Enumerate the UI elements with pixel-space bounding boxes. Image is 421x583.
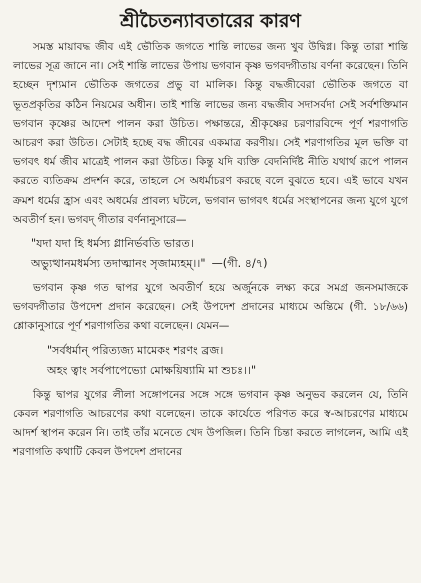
verse-line-1: "সর্বধর্মান্ পরিত্যজ্য মামেকং শরণং ব্রজ। xyxy=(47,343,224,357)
paragraph-1: সমস্ত মায়াবদ্ধ জীব এই ভৌতিক জগতে শান্তি লাভের জন্য খুব উদ্বিগ্ন। কিন্তু তারা শান্তি লাভের সূত্র জানে না। সেই শান্তি লাভের উপায় ভগবান কৃষ্ণ ভগবদ্গীতায় বর্ণনা করেছেন। তিনি হচ্ছেন দৃশ্যমান ভৌতিক জগতের প্রভু বা মালিক। কিন্তু বদ্ধজীবেরা ভৌতিক জগতে বা ভূতপ্রকৃতির কঠিন নিয়মের অধীন। তাই শান্তি লাভের জন্য বদ্ধজীব সদাসর্বদা সেই সর্বশক্তিমান ভগবান কৃষ্ণের আদেশ পালন করা উচিত। পক্ষান্তরে, শ্রীকৃষ্ণের চরণারবিন্দে পূর্ণ শরণাগতি আচরণ করা উচিত। সেটাই হচ্ছে বদ্ধ জীবের একমাত্র করণীয়। সেই শরণাগতির মূল ভক্তি বা ভগবৎ ধর্ম জীব মাত্রেই পালন করা উচিত। কিন্তু যদি ব্যক্তি বেদনির্দিষ্ট নীতি যথার্থ রূপে পালন করতে ব্যতিক্রম প্রদর্শন করে, তাহলে সে অধর্মাচরণ করছে বলে বুঝতে হবে। এই ভাবে যখন ক্রমশ ধর্মের হ্রাস এবং অধর্মের প্রাবল্য ঘটলে, ভগবান ভাগবৎ ধর্মের সংস্থাপনের জন্য যুগে যুগে অবতীর্ণ হন। ভগবদ্ গীতার বর্ণনানুসারে— xyxy=(13,41,408,226)
verse-gita-18-66 xyxy=(13,341,408,381)
verse-reference: —(গী. ৪/৭) xyxy=(211,257,268,271)
verse-line-2: অহং ত্বাং সর্বপাপেভ্যো মোক্ষয়িষ্যামি মা শুচঃ।।" xyxy=(47,363,257,377)
verse-line-2 xyxy=(31,254,408,274)
paragraph-2: ভগবান কৃষ্ণ গত দ্বাপর যুগে অবতীর্ণ হয়ে অর্জুনকে লক্ষ্য করে সমগ্র জনসমাজকে ভগবদ্গীতার উপদেশ প্রদান করেছেন। সেই উপদেশ প্রদানের মাধ্যমে অন্তিমে (গী. ১৮/৬৬) শ্লোকানুসারে পূর্ণ শরণাগতির কথা বলেছেন। যেমন— xyxy=(13,282,408,333)
verse-line-1: "যদা যদা হি ধর্মস্য গ্লানির্ভবতি ভারত। xyxy=(31,237,194,251)
paragraph-3: কিন্তু দ্বাপর যুগের লীলা সঙ্গোপনের সঙ্গে সঙ্গে ভগবান কৃষ্ণ অনুভব করলেন যে, তিনি কেবল শরণাগতি আচরণের কথা বলেছেন। তাকে কার্যেতে পরিণত করে স্ব-আচরণের মাধ্যমে আদর্শ স্থাপন করেন নি। তাই তাঁর মনেতে খেদ উপজিল। তিনি চিন্তা করতে লাগলেন, আমি এই শরণাগতি কথাটি কেবল উপদেশ প্রদানের xyxy=(13,388,408,459)
verse-line-2-text: অভ্যুত্থানমধর্মস্য তদাত্মানং সৃজাম্যহম্।।" xyxy=(31,257,206,271)
page-title: শ্রীচৈতন্যাবতারের কারণ xyxy=(120,10,301,32)
verse-gita-4-7 xyxy=(13,234,408,274)
